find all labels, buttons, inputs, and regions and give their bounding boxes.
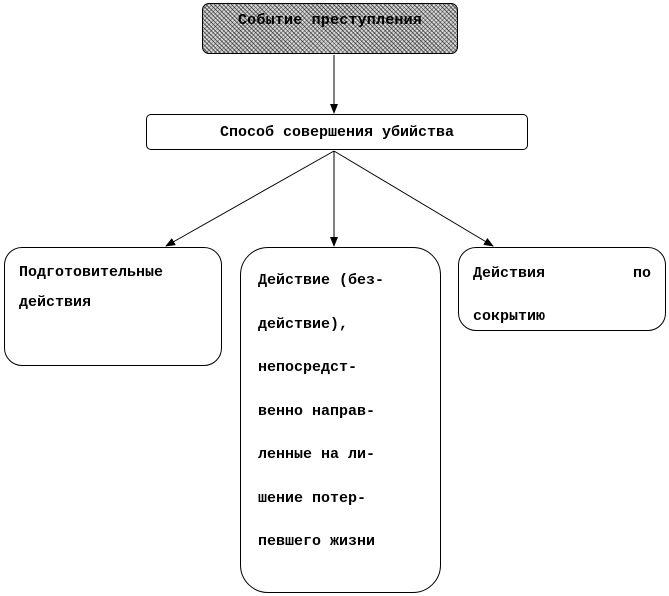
arrow-method-to-right bbox=[334, 151, 493, 246]
crime-event-box bbox=[202, 3, 458, 54]
direct-action-line: певшего жизни bbox=[258, 533, 376, 550]
concealment-word: по bbox=[632, 265, 651, 282]
preparatory-line: действия bbox=[19, 294, 92, 311]
concealment-actions-box bbox=[458, 247, 666, 331]
direct-action-line: ленные на ли- bbox=[258, 446, 376, 463]
direct-action-line: венно направ- bbox=[258, 402, 376, 420]
concealment-line: сокрытию bbox=[473, 308, 546, 325]
direct-action-line: Действие (без- bbox=[258, 272, 385, 289]
direct-action-line: шение потер- bbox=[258, 489, 367, 507]
murder-method-label: Способ совершения убийства bbox=[219, 123, 455, 141]
direct-action-line: непосредст- bbox=[258, 359, 358, 376]
direct-action-box bbox=[240, 247, 441, 593]
preparatory-actions-box bbox=[4, 247, 222, 366]
concealment-word: Действия bbox=[473, 265, 546, 282]
murder-method-box bbox=[146, 114, 528, 150]
concealment-line bbox=[473, 252, 651, 295]
crime-event-label: Событие преступления bbox=[237, 12, 423, 29]
arrow-method-to-left bbox=[166, 151, 334, 246]
preparatory-line: Подготовительные bbox=[19, 264, 164, 281]
direct-action-line: действие), bbox=[258, 315, 349, 333]
